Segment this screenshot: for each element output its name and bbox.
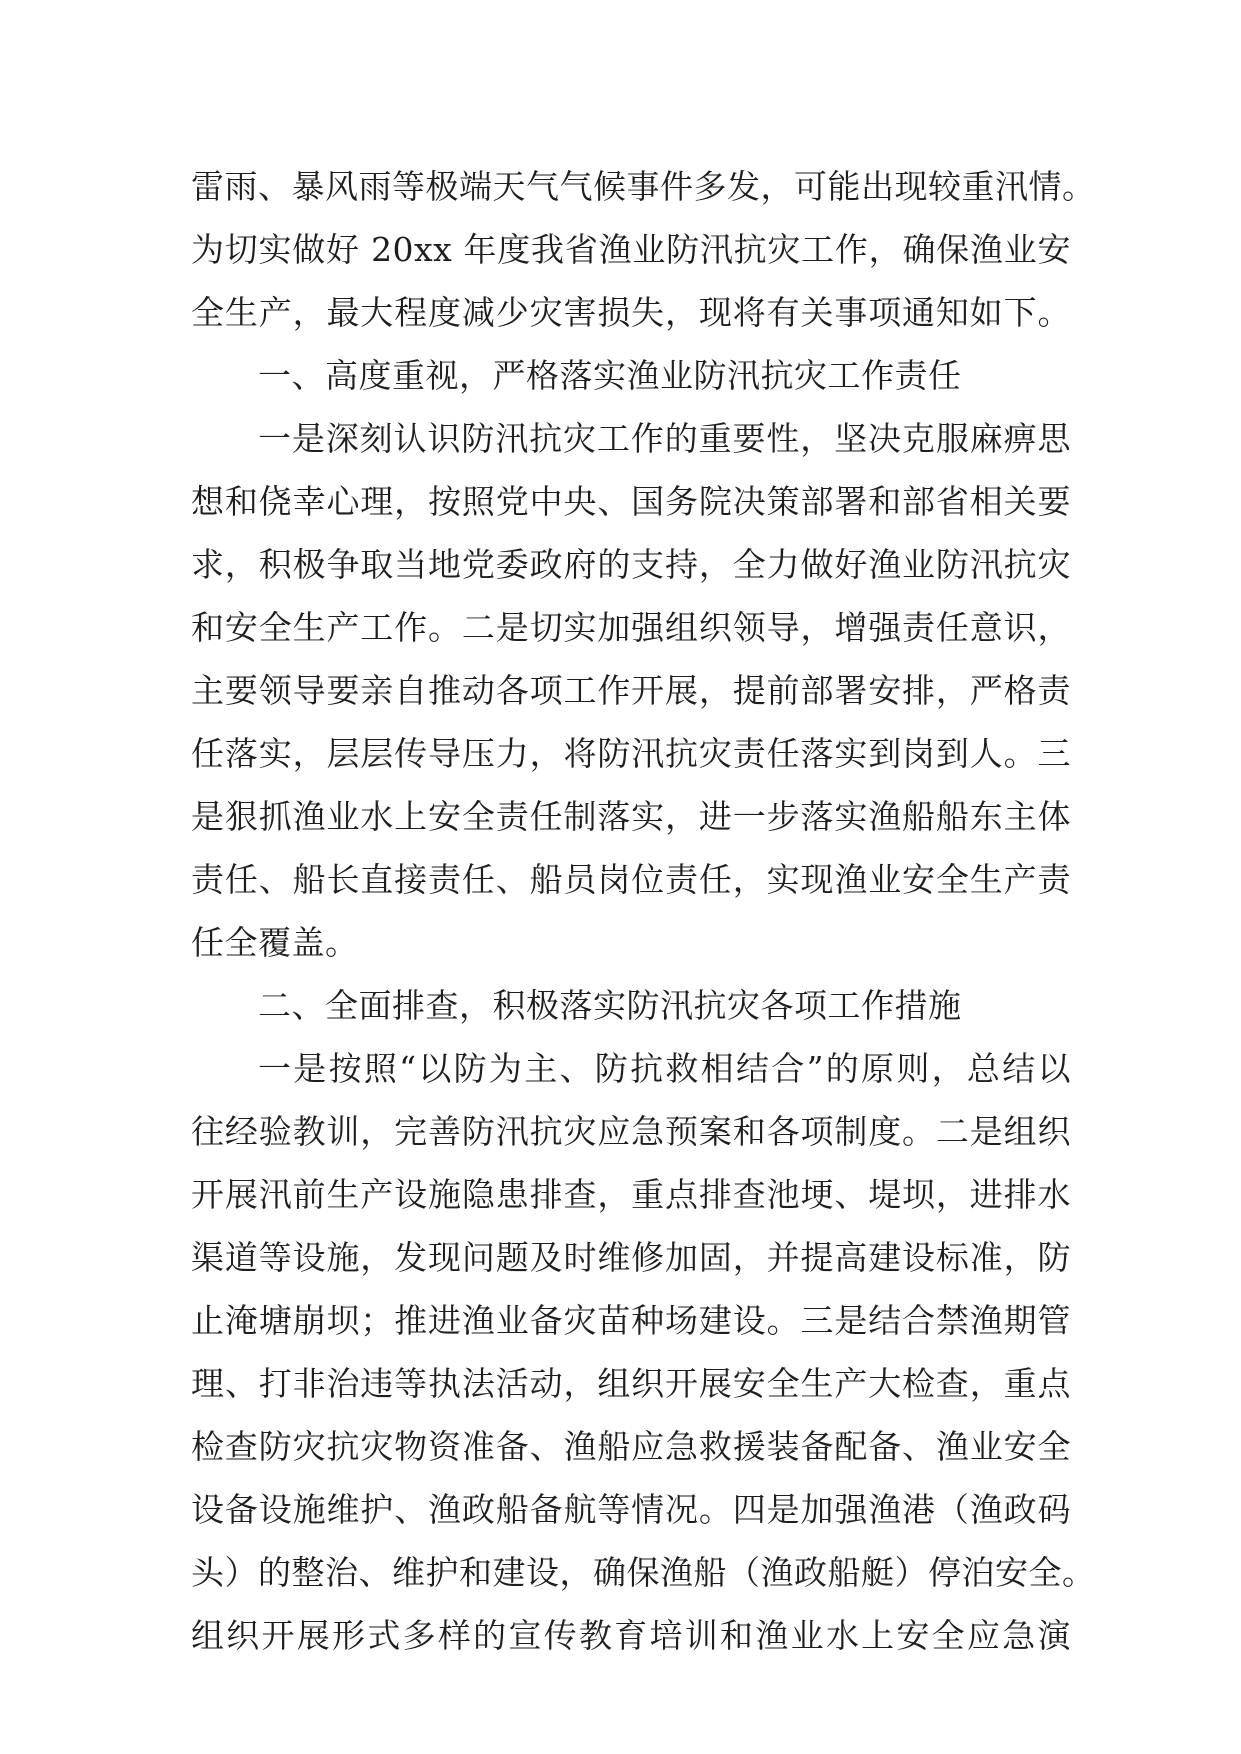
- paragraph-first-line: 一是深刻认识防汛抗灾工作的重要性，坚决克服麻痹思: [258, 419, 1071, 458]
- text-line: 想和侥幸心理，按照党中央、国务院决策部署和部省相关要: [191, 482, 1071, 521]
- section-heading-1: 一、高度重视，严格落实渔业防汛抗灾工作责任: [258, 356, 962, 395]
- text-line: 求，积极争取当地党委政府的支持，全力做好渔业防汛抗灾: [191, 545, 1071, 584]
- text-line: 和安全生产工作。二是切实加强组织领导，增强责任意识，: [191, 608, 1071, 647]
- text-line: 是狠抓渔业水上安全责任制落实，进一步落实渔船船东主体: [191, 797, 1071, 836]
- text-line: 为切实做好 20xx 年度我省渔业防汛抗灾工作，确保渔业安: [191, 230, 1071, 269]
- paragraph-first-line: 一是按照“以防为主、防抗救相结合”的原则，总结以: [258, 1049, 1071, 1088]
- text-line: 开展汛前生产设施隐患排查，重点排查池埂、堤坝，进排水: [191, 1175, 1071, 1214]
- paragraph-last-line: 任全覆盖。: [191, 923, 359, 962]
- section-heading-2: 二、全面排查，积极落实防汛抗灾各项工作措施: [258, 986, 962, 1025]
- text-line: 组织开展形式多样的宣传教育培训和渔业水上安全应急演: [191, 1616, 1071, 1655]
- document-body: [191, 155, 1096, 1667]
- text-line: 设备设施维护、渔政船备航等情况。四是加强渔港（渔政码: [191, 1490, 1071, 1529]
- text-line: 雷雨、暴风雨等极端天气气候事件多发，可能出现较重汛情。: [191, 167, 1096, 206]
- text-line: 理、打非治违等执法活动，组织开展安全生产大检查，重点: [191, 1364, 1071, 1403]
- text-line: 检查防灾抗灾物资准备、渔船应急救援装备配备、渔业安全: [191, 1427, 1071, 1466]
- text-line: 止淹塘崩坝；推进渔业备灾苗种场建设。三是结合禁渔期管: [191, 1301, 1071, 1340]
- text-line: 渠道等设施，发现问题及时维修加固，并提高建设标准，防: [191, 1238, 1071, 1277]
- text-line: 全生产，最大程度减少灾害损失，现将有关事项通知如下。: [191, 293, 1071, 332]
- text-line: 主要领导要亲自推动各项工作开展，提前部署安排，严格责: [191, 671, 1071, 710]
- text-line: 任落实，层层传导压力，将防汛抗灾责任落实到岗到人。三: [191, 734, 1071, 773]
- text-line: 头）的整治、维护和建设，确保渔船（渔政船艇）停泊安全。: [191, 1553, 1096, 1592]
- text-line: 责任、船长直接责任、船员岗位责任，实现渔业安全生产责: [191, 860, 1071, 899]
- text-line: 往经验教训，完善防汛抗灾应急预案和各项制度。二是组织: [191, 1112, 1071, 1151]
